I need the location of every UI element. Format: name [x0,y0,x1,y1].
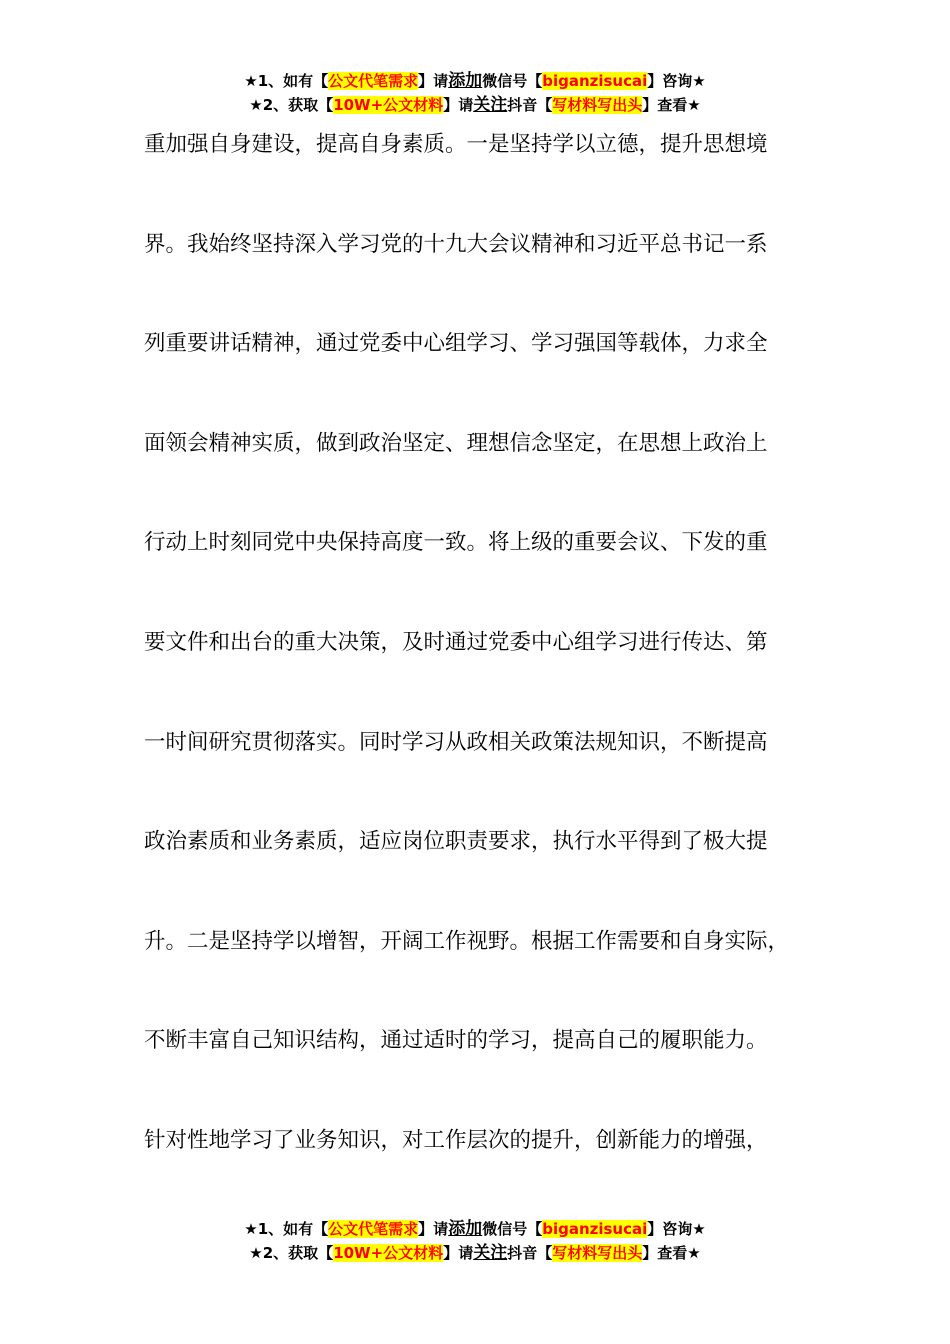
footer-line-1-prefix: ★1、如有【 [244,1220,329,1238]
footer-line-2-suffix: 】查看★ [642,1244,701,1262]
footer-highlight-service: 公文代笔需求 [328,1220,419,1238]
header-banner [0,69,950,117]
footer-line-2-mid2: 抖音【 [507,1244,553,1262]
header-line-1-mid2: 微信号【 [482,72,543,90]
footer-banner [0,1217,950,1265]
footer-highlight-wechat-id: biganzisucai [542,1220,648,1238]
header-line-2 [0,93,950,117]
header-underline-add: 添加 [448,71,483,91]
document-body [144,120,824,1216]
footer-underline-add: 添加 [448,1219,483,1239]
footer-line-1-mid: 】请 [418,1220,449,1238]
footer-underline-follow: 关注 [473,1243,508,1263]
header-highlight-wechat-id: biganzisucai [542,72,648,90]
header-line-2-mid: 】请 [443,96,474,114]
body-line: 一时间研究贯彻落实。同时学习从政相关政策法规知识，不断提高 [144,729,768,755]
footer-line-1-suffix: 】咨询★ [647,1220,706,1238]
footer-line-2-mid: 】请 [443,1244,474,1262]
body-line: 政治素质和业务素质，适应岗位职责要求，执行水平得到了极大提 [144,829,768,855]
header-line-1-suffix: 】咨询★ [647,72,706,90]
header-line-1-prefix: ★1、如有【 [244,72,329,90]
header-line-1 [0,69,950,93]
footer-highlight-materials: 10W+公文材料 [333,1244,444,1262]
header-line-2-suffix: 】查看★ [642,96,701,114]
footer-line-1 [0,1217,950,1241]
header-underline-follow: 关注 [473,95,508,115]
body-line: 行动上时刻同党中央保持高度一致。将上级的重要会议、下发的重 [144,530,768,556]
footer-line-2-prefix: ★2、获取【 [249,1244,334,1262]
footer-line-2 [0,1241,950,1265]
header-line-2-mid2: 抖音【 [507,96,553,114]
body-line: 针对性地学习了业务知识，对工作层次的提升，创新能力的增强， [144,1127,768,1153]
header-highlight-douyin-account: 写材料写出头 [552,96,643,114]
header-highlight-materials: 10W+公文材料 [333,96,444,114]
header-highlight-service: 公文代笔需求 [328,72,419,90]
body-line: 要文件和出台的重大决策，及时通过党委中心组学习进行传达、第 [144,629,768,655]
body-line: 不断丰富自己知识结构，通过适时的学习，提高自己的履职能力。 [144,1028,768,1054]
footer-line-1-mid2: 微信号【 [482,1220,543,1238]
body-line: 界。我始终坚持深入学习党的十九大会议精神和习近平总书记一系 [144,231,768,257]
header-line-1-mid: 】请 [418,72,449,90]
body-line: 升。二是坚持学以增智，开阔工作视野。根据工作需要和自身实际， [144,928,790,954]
footer-highlight-douyin-account: 写材料写出头 [552,1244,643,1262]
header-line-2-prefix: ★2、获取【 [249,96,334,114]
body-line: 重加强自身建设，提高自身素质。一是坚持学以立德，提升思想境 [144,132,768,157]
body-line: 面领会精神实质，做到政治坚定、理想信念坚定，在思想上政治上 [144,430,768,456]
body-line: 列重要讲话精神，通过党委中心组学习、学习强国等载体，力求全 [144,331,768,357]
